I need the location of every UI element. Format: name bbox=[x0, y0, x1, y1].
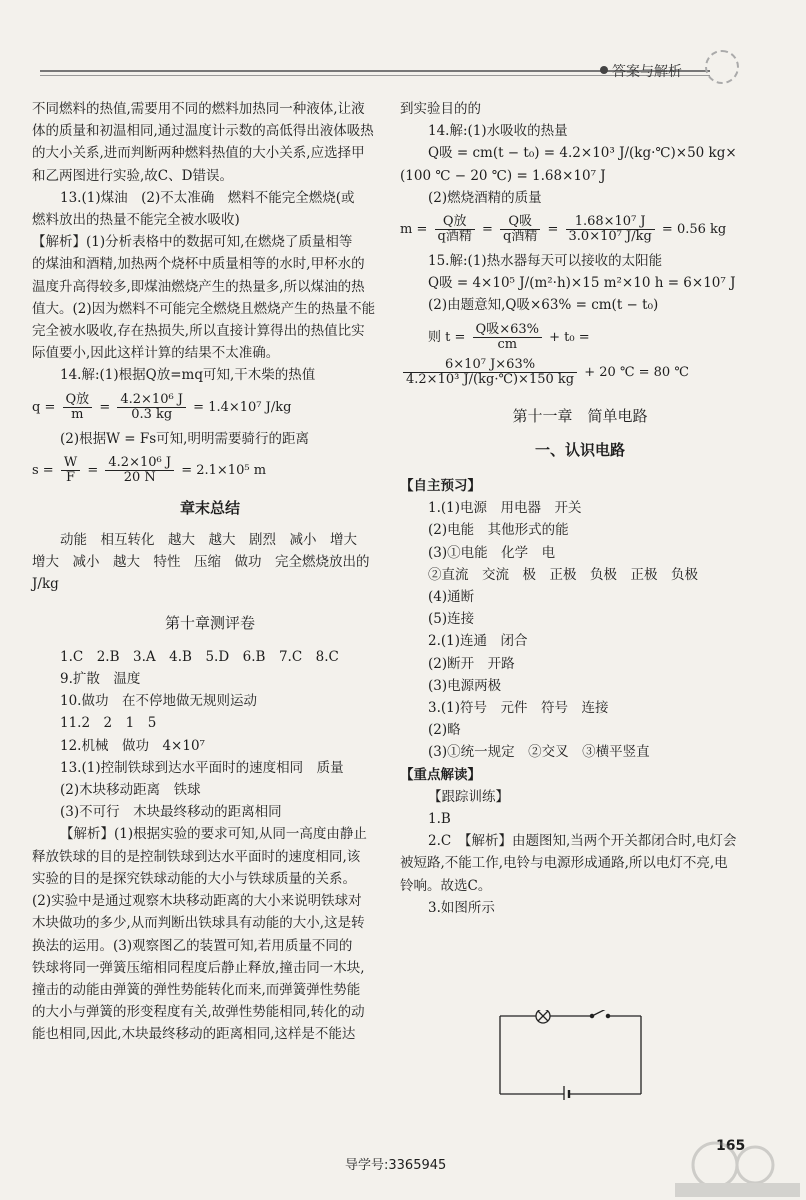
answer-13-cont: 燃料放出的热量不能完全被水吸收) bbox=[32, 212, 240, 229]
test-answer: 9.扩散 温度 bbox=[60, 671, 141, 688]
section-title: 一、认识电路 bbox=[534, 440, 625, 459]
preview-line: ②直流 交流 极 正极 负极 正极 负极 bbox=[428, 566, 698, 583]
preview-line: (3)①统一规定 ②交叉 ③横平竖直 bbox=[428, 744, 650, 761]
analysis-line: 换法的运用。(3)观察图乙的装置可知,若用质量不同的 bbox=[32, 937, 353, 954]
analysis-line: 际值要小,因此这样计算的结果不太准确。 bbox=[32, 345, 280, 362]
page-number: 165 bbox=[716, 1138, 746, 1154]
left-column bbox=[32, 98, 388, 1046]
analysis-line: 能也相同,因此,木块最终移动的距离相同,这样是不能达 bbox=[32, 1026, 356, 1043]
formula-heat-value: q = $\frac{\text{Q放}}{m}$ = $\frac{\text{4.2×10⁶ J}}{0.3 kg}$ = 1.4×10⁷ J/kg bbox=[32, 391, 292, 422]
preview-line: (2)断开 开路 bbox=[428, 655, 515, 672]
analysis-line: 释放铁球的目的是控制铁球到达水平面时的速度相同,该 bbox=[32, 848, 361, 865]
preview-line: 1.(1)电源 用电器 开关 bbox=[428, 500, 582, 517]
track-tag: 【跟踪训练】 bbox=[428, 788, 509, 805]
test-answer: 1.C 2.B 3.A 4.B 5.D 6.B 7.C 8.C bbox=[60, 648, 339, 665]
analysis-line: 完全被水吸收,存在热损失,所以直接计算得出的热值比实 bbox=[32, 323, 365, 340]
formula-temperature-result: $\frac{\text{6×10⁷ J×63\%}}{\text{4.2×10³ J/(kg·℃)×150 kg}}$ + 20 ℃ = 80 ℃ bbox=[400, 358, 760, 387]
fraction: $\frac{\text{4.2×10⁶ J}}{0.3 kg}$ bbox=[117, 393, 186, 422]
formula-temperature: 则 t = $\frac{\text{Q吸×63\%}}{cm}$ + t₀ = bbox=[428, 321, 590, 352]
preview-line: (5)连接 bbox=[428, 611, 475, 628]
formula-line: Q吸 = 4×10⁵ J/(m²·h)×15 m²×10 h = 6×10⁷ J bbox=[428, 275, 736, 292]
analysis-line: 值大。(2)因为燃料不可能完全燃烧且燃烧产生的热量不能 bbox=[32, 300, 376, 317]
switch-icon bbox=[590, 1010, 609, 1018]
running-header-title: 答案与解析 bbox=[612, 64, 682, 80]
formula-line: (100 ℃ − 20 ℃) = 1.68×10⁷ J bbox=[400, 167, 606, 184]
preview-line: 3.(1)符号 元件 符号 连接 bbox=[428, 700, 609, 717]
bullet-icon bbox=[600, 66, 608, 74]
text-line: 体的质量和初温相同,通过温度计示数的高低得出液体吸热 bbox=[32, 123, 374, 140]
answer-14: 14.解:(1)根据Q放=mq可知,干木柴的热值 bbox=[60, 367, 316, 384]
summary-line: 增大 减小 越大 特性 压缩 做功 完全燃烧放出的 bbox=[32, 554, 370, 571]
answer-13: 13.(1)煤油 (2)不太准确 燃料不能完全燃烧(或 bbox=[60, 189, 355, 206]
preview-line: (2)略 bbox=[428, 722, 461, 739]
summary-line: 动能 相互转化 越大 越大 剧烈 减小 增大 bbox=[60, 532, 357, 549]
analysis-line: 木块做功的多少,从而判断出铁球具有动能的大小,这是转 bbox=[32, 915, 365, 932]
analysis-line: (2)实验中是通过观察木块移动距离的大小来说明铁球对 bbox=[32, 893, 362, 910]
fraction: $\frac{\text{Q吸×63\%}}{cm}$ bbox=[473, 323, 542, 352]
answer-14: 14.解:(1)水吸收的热量 bbox=[428, 123, 568, 140]
preview-line: (3)电源两极 bbox=[428, 677, 502, 694]
fraction: $\frac{W}{F}$ bbox=[61, 456, 80, 485]
preview-line: (2)电能 其他形式的能 bbox=[428, 522, 569, 539]
preview-line: (3)①电能 化学 电 bbox=[428, 544, 556, 561]
fraction: $\frac{\text{Q放}}{m}$ bbox=[63, 393, 93, 422]
answer-15: 15.解:(1)热水器每天可以接收的太阳能 bbox=[428, 253, 663, 270]
fraction: $\frac{\text{Q放}}{\text{q酒精}}$ bbox=[435, 215, 475, 244]
test-answer: 12.机械 做功 4×10⁷ bbox=[60, 737, 205, 754]
track-answer: 被短路,不能工作,电铃与电源形成通路,所以电灯不亮,电 bbox=[400, 855, 728, 872]
header-rule-thin bbox=[40, 75, 710, 76]
analysis-line: 的大小与弹簧的形变程度有关,故弹性势能相同,转化的动 bbox=[32, 1004, 365, 1021]
test-answer: (2)木块移动距离 铁球 bbox=[60, 782, 201, 799]
fraction: $\frac{\text{6×10⁷ J×63\%}}{\text{4.2×10³ J/(kg·℃)×150 kg}}$ bbox=[403, 358, 577, 387]
header-rule bbox=[40, 70, 710, 72]
summary-line: J/kg bbox=[32, 576, 59, 593]
fraction: $\frac{\text{1.68×10⁷ J}}{\text{3.0×10⁷ J/kg}}$ bbox=[566, 215, 655, 244]
emblem-icon bbox=[705, 50, 739, 84]
analysis-line: 铁球将同一弹簧压缩相同程度后静止释放,撞击同一木块, bbox=[32, 959, 365, 976]
track-answer: 3.如图所示 bbox=[428, 899, 495, 916]
right-column bbox=[400, 98, 760, 919]
preview-tag: 【自主预习】 bbox=[400, 478, 481, 495]
track-answer: 2.C 【解析】由题图知,当两个开关都闭合时,电灯会 bbox=[428, 833, 737, 850]
section-title-summary: 章末总结 bbox=[179, 498, 240, 517]
watermark-logo bbox=[655, 1135, 805, 1200]
formula-lhs: s = bbox=[32, 462, 54, 478]
section-title-test: 第十章测评卷 bbox=[164, 613, 255, 632]
circuit-diagram bbox=[498, 1010, 643, 1100]
track-answer: 1.B bbox=[428, 811, 451, 828]
test-answer: 11.2 2 1 5 bbox=[60, 715, 157, 732]
analysis-line: 【解析】(1)分析表格中的数据可知,在燃烧了质量相等 bbox=[32, 234, 353, 251]
test-answer: 10.做功 在不停地做无规则运动 bbox=[60, 693, 257, 710]
answer-15b: (2)由题意知,Q吸×63% = cm(t − t₀) bbox=[428, 297, 659, 314]
text-line: 到实验目的的 bbox=[400, 101, 481, 117]
fraction: $\frac{\text{4.2×10⁶ J}}{20 N}$ bbox=[105, 456, 174, 485]
analysis-line: 实验的目的是探究铁球动能的大小与铁球质量的关系。 bbox=[32, 870, 356, 887]
text-line: 和乙两图进行实验,故C、D错误。 bbox=[32, 167, 233, 184]
battery-icon bbox=[564, 1086, 569, 1100]
answer-14b: (2)燃烧酒精的质量 bbox=[428, 189, 542, 206]
track-answer: 铃响。故选C。 bbox=[400, 877, 492, 894]
study-code: 导学号:3365945 bbox=[345, 1158, 447, 1173]
formula-distance: s = $\frac{W}{F}$ = $\frac{\text{4.2×10⁶ J}}{20 N}$ = 2.1×10⁵ m bbox=[32, 454, 267, 485]
text-line: 的大小关系,进而判断两种燃料热值的大小关系,应选择甲 bbox=[32, 145, 365, 162]
focus-tag: 【重点解读】 bbox=[400, 766, 481, 783]
test-answer: 13.(1)控制铁球到达水平面时的速度相同 质量 bbox=[60, 759, 344, 776]
formula-lhs: q = bbox=[32, 399, 56, 415]
formula-result: = 2.1×10⁵ m bbox=[181, 462, 267, 478]
formula-result: = 1.4×10⁷ J/kg bbox=[193, 399, 292, 415]
test-answer: (3)不可行 木块最终移动的距离相同 bbox=[60, 804, 282, 821]
formula-alcohol-mass: m = $\frac{\text{Q放}}{\text{q酒精}}$ = $\frac{\text{Q吸}}{\text{q酒精}}$ = $\frac{\text{1.68×10⁷ J}}{\text{3.0×10⁷ J/kg}}$ = 0.56 kg bbox=[400, 214, 727, 245]
analysis-line: 【解析】(1)根据实验的要求可知,从同一高度由静止 bbox=[60, 826, 367, 843]
text-line: 不同燃料的热值,需要用不同的燃料加热同一种液体,让液 bbox=[32, 101, 365, 117]
preview-line: (4)通断 bbox=[428, 589, 475, 606]
chapter-title: 第十一章 简单电路 bbox=[512, 406, 648, 425]
analysis-line: 撞击的动能由弹簧的弹性势能转化而来,而弹簧弹性势能 bbox=[32, 981, 361, 998]
fraction: $\frac{\text{Q吸}}{\text{q酒精}}$ bbox=[500, 215, 540, 244]
formula-line: Q吸 = cm(t − t₀) = 4.2×10³ J/(kg·℃)×50 kg× bbox=[428, 145, 737, 162]
analysis-line: 的煤油和酒精,加热两个烧杯中质量相等的水时,甲杯水的 bbox=[32, 256, 365, 273]
preview-line: 2.(1)连通 闭合 bbox=[428, 633, 528, 650]
answer-14b: (2)根据W = Fs可知,明明需要骑行的距离 bbox=[60, 430, 309, 447]
analysis-line: 温度升高得较多,即煤油燃烧产生的热量多,所以煤油的热 bbox=[32, 278, 365, 295]
